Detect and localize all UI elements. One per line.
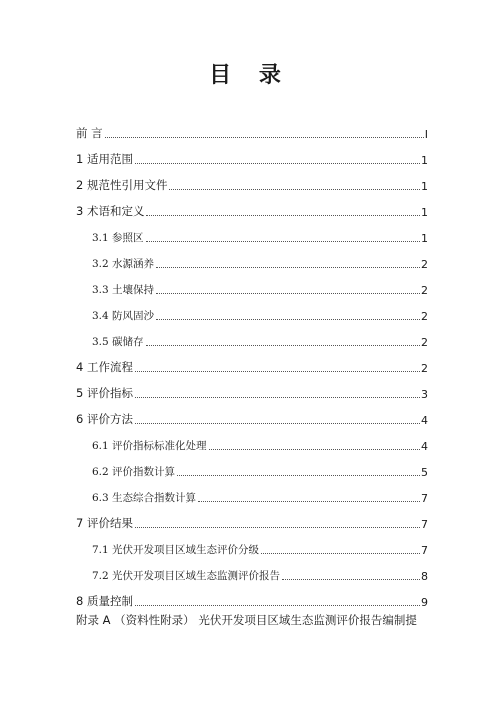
toc-entry[interactable] [76, 220, 428, 246]
toc-entry[interactable] [76, 194, 428, 220]
toc-entry[interactable] [76, 402, 428, 428]
toc-entry-page-number: 2 [421, 310, 428, 323]
toc-leader-dots [261, 553, 420, 554]
table-of-contents [76, 116, 428, 610]
toc-leader-dots [135, 397, 420, 398]
toc-entry-page-number: 2 [421, 284, 428, 297]
toc-entry[interactable] [76, 142, 428, 168]
toc-leader-dots [177, 475, 420, 476]
toc-leader-dots [135, 605, 420, 606]
toc-entry-label: 3 术语和定义 [76, 204, 145, 218]
toc-entry[interactable] [76, 480, 428, 506]
toc-entry-label: 5 评价指标 [76, 386, 133, 400]
toc-entry-label: 6 评价方法 [76, 412, 133, 426]
toc-entry-label: 7.1 光伏开发项目区域生态评价分级 [92, 544, 260, 556]
toc-entry-page-number: 3 [421, 388, 428, 401]
toc-entry-page-number: I [424, 128, 428, 141]
toc-entry-label: 3.2 水源涵养 [92, 258, 155, 270]
toc-entry-page-number: 4 [421, 414, 428, 427]
toc-entry-page-number: 2 [421, 258, 428, 271]
toc-entry[interactable] [76, 298, 428, 324]
toc-leader-dots [156, 319, 420, 320]
toc-leader-dots [135, 371, 420, 372]
toc-entry-label: 6.3 生态综合指数计算 [92, 492, 197, 504]
toc-entry[interactable] [76, 532, 428, 558]
toc-leader-dots [146, 241, 420, 242]
toc-entry-label: 1 适用范围 [76, 152, 133, 166]
toc-appendix-entry[interactable]: 附录 A （资料性附录） 光伏开发项目区域生态监测评价报告编制提 [76, 613, 417, 627]
toc-leader-dots [146, 215, 420, 216]
toc-entry-label: 7 评价结果 [76, 516, 133, 530]
toc-entry[interactable] [76, 376, 428, 402]
toc-entry-label: 2 规范性引用文件 [76, 178, 168, 192]
page-title: 目 录 [209, 63, 291, 88]
toc-entry-page-number: 1 [421, 232, 428, 245]
toc-entry-label: 3.5 碳储存 [92, 336, 144, 348]
toc-entry-label: 3.4 防风固沙 [92, 310, 155, 322]
toc-entry[interactable] [76, 246, 428, 272]
toc-entry-page-number: 1 [421, 154, 428, 167]
toc-entry-page-number: 2 [421, 336, 428, 349]
toc-leader-dots [209, 449, 420, 450]
toc-entry-label: 3.1 参照区 [92, 232, 144, 244]
toc-leader-dots [146, 345, 420, 346]
toc-leader-dots [135, 527, 420, 528]
toc-entry-label: 前 言 [76, 126, 103, 140]
toc-entry-page-number: 5 [421, 466, 428, 479]
toc-entry-page-number: 9 [421, 596, 428, 609]
toc-leader-dots [105, 137, 424, 138]
toc-entry-page-number: 1 [421, 206, 428, 219]
toc-entry-page-number: 7 [421, 518, 428, 531]
toc-entry-page-number: 7 [421, 544, 428, 557]
toc-entry-label: 8 质量控制 [76, 594, 133, 608]
toc-entry-page-number: 2 [421, 362, 428, 375]
toc-entry-page-number: 1 [421, 180, 428, 193]
toc-leader-dots [198, 501, 420, 502]
toc-leader-dots [135, 423, 420, 424]
toc-entry[interactable] [76, 428, 428, 454]
toc-entry[interactable] [76, 506, 428, 532]
toc-entry-label: 6.2 评价指数计算 [92, 466, 176, 478]
toc-leader-dots [169, 189, 420, 190]
toc-entry[interactable] [76, 558, 428, 584]
toc-entry-label: 6.1 评价指标标准化处理 [92, 440, 207, 452]
toc-leader-dots [156, 267, 420, 268]
toc-entry[interactable] [76, 168, 428, 194]
toc-entry[interactable] [76, 324, 428, 350]
toc-leader-dots [282, 579, 420, 580]
toc-entry-page-number: 7 [421, 492, 428, 505]
toc-leader-dots [156, 293, 420, 294]
toc-entry-label: 3.3 土壤保持 [92, 284, 155, 296]
toc-entry[interactable] [76, 454, 428, 480]
toc-entry[interactable] [76, 350, 428, 376]
toc-entry[interactable] [76, 116, 428, 142]
toc-leader-dots [135, 163, 420, 164]
toc-entry-label: 7.2 光伏开发项目区域生态监测评价报告 [92, 570, 281, 582]
toc-entry-page-number: 8 [421, 570, 428, 583]
toc-entry[interactable] [76, 584, 428, 610]
toc-entry-label: 4 工作流程 [76, 360, 133, 374]
toc-entry[interactable] [76, 272, 428, 298]
toc-entry-page-number: 4 [421, 440, 428, 453]
